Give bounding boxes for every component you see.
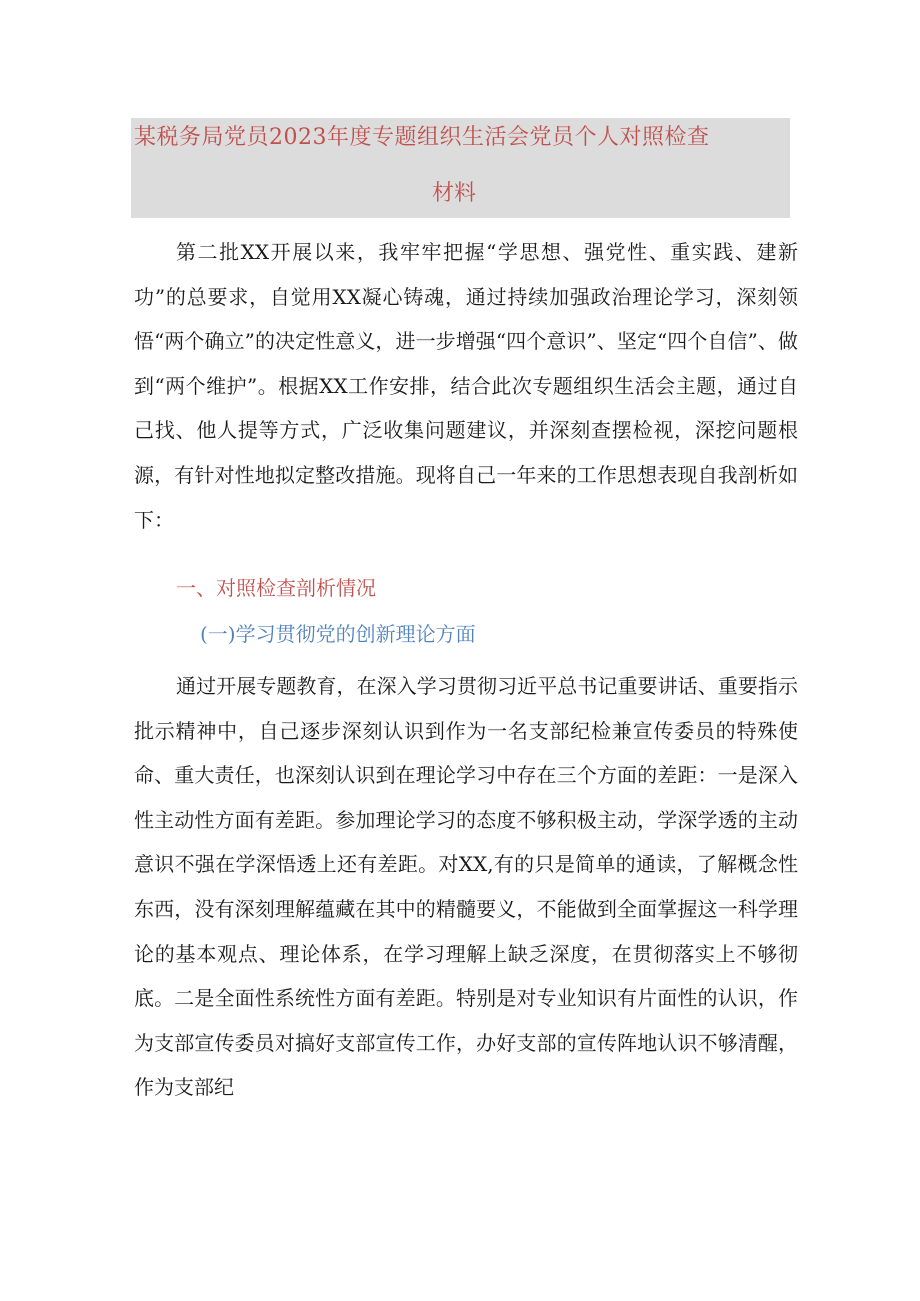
intro-paragraph: 第二批XX开展以来，我牢牢把握“学思想、强党性、重实践、建新功”的总要求，自觉用XX凝心铸魂，通过持续加强政治理论学习，深刻领悟“两个确立”的决定性意义，进一步增强“四个意识”、坚定“四个自信”、做到“两个维护”。根据XX工作安排，结合此次专题组织生活会主题，通过自己找、他人提等方式，广泛收集问题建议，并深刻查摆检视，深挖问题根源，有针对性地拟定整改措施。现将自己一年来的工作思想表现自我剖析如下： bbox=[134, 240, 798, 532]
section-heading: 一、对照检查剖析情况 bbox=[176, 576, 376, 600]
subsection-heading: (一)学习贯彻党的创新理论方面 bbox=[200, 622, 476, 646]
document-title-line-1: 某税务局党员2023年度专题组织生活会党员个人对照检查 bbox=[134, 125, 710, 150]
document-title-line-2: 材料 bbox=[432, 181, 477, 206]
body-paragraph: 通过开展专题教育，在深入学习贯彻习近平总书记重要讲话、重要指示批示精神中，自己逐步深刻认识到作为一名支部纪检兼宣传委员的特殊使命、重大责任，也深刻认识到在理论学习中存在三个方面的差距：一是深入性主动性方面有差距。参加理论学习的态度不够积极主动，学深学透的主动意识不强在学深悟透上还有差距。对XX,有的只是简单的通读，了解概念性东西，没有深刻理解蕴藏在其中的精髓要义，不能做到全面掌握这一科学理论的基本观点、理论体系，在学习理解上缺乏深度，在贯彻落实上不够彻底。二是全面性系统性方面有差距。特别是对专业知识有片面性的认识，作为支部宣传委员对搞好支部宣传工作，办好支部的宣传阵地认识不够清醒，作为支部纪 bbox=[134, 674, 798, 1100]
